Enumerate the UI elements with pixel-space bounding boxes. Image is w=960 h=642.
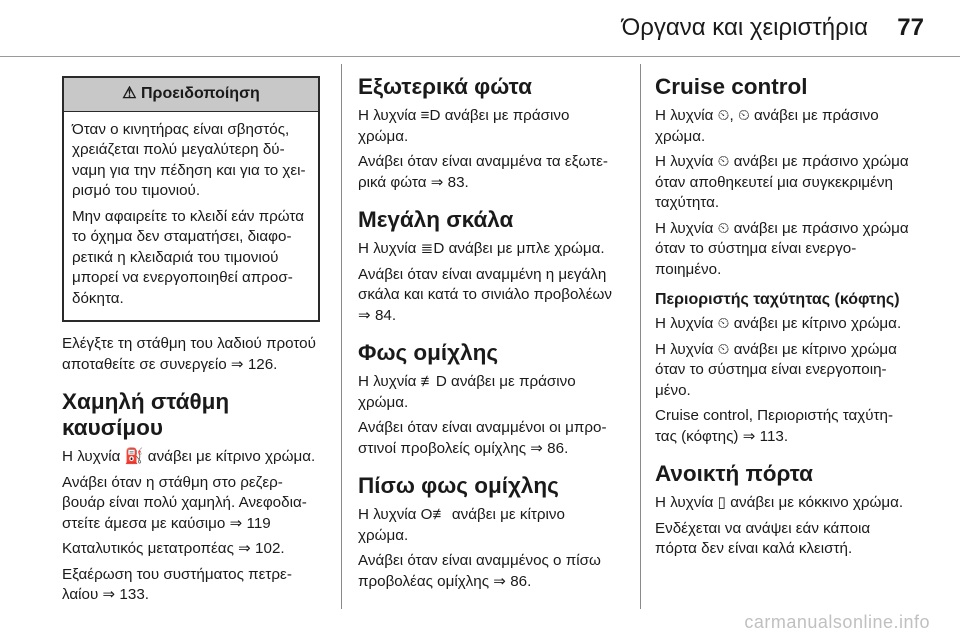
warning-text: Μην αφαιρείτε το κλειδί εάν πρώτα το όχημα δεν σταματήσει, διαφο- ρετικά η κλειδαριά του τιμονιού μπορεί να ενεργοποιηθεί απροσ- δόκητα. [72, 207, 304, 307]
paragraph: Η λυχνία ⛽ ανάβει με κίτρινο χρώμα. [62, 448, 316, 465]
warning-box [62, 76, 320, 322]
paragraph: Ανάβει όταν είναι αναμμένη η μεγάλη σκάλα και κατά το σινιάλο προβολέων ⇒ 84. [358, 265, 612, 324]
paragraph: Η λυχνία ▯ ανάβει με κόκκινο χρώμα. [655, 494, 904, 511]
header-divider [0, 56, 960, 57]
page-header-title: Όργανα και χειριστήρια [621, 14, 868, 41]
paragraph: Η λυχνία O≢ ανάβει με κίτρινο χρώμα. [358, 506, 565, 544]
section-heading-door-open: Ανοικτή πόρτα [655, 461, 814, 486]
section-heading-rear-fog: Πίσω φως ομίχλης [358, 473, 559, 498]
section-heading-exterior-lights: Εξωτερικά φώτα [358, 74, 532, 99]
paragraph: Η λυχνία ⏲, ⏲ ανάβει με πράσινο χρώμα. [655, 107, 879, 145]
warning-title: Προειδοποίηση [140, 85, 260, 102]
section-heading-fog-light: Φως ομίχλης [358, 340, 499, 365]
paragraph: Ενδέχεται να ανάψει εάν κάποια πόρτα δεν είναι καλά κλειστή. [655, 519, 871, 557]
paragraph: Ανάβει όταν είναι αναμμένα τα εξωτε- ρικά φώτα ⇒ 83. [358, 153, 608, 191]
column-divider [341, 64, 342, 609]
column-1 [62, 64, 320, 611]
section-heading-cruise-control: Cruise control [655, 74, 808, 99]
section-heading-speed-limiter: Περιοριστής ταχύτητας (κόφτης) [655, 291, 900, 308]
section-heading-fuel: Χαμηλή στάθμη καυσίμου [62, 389, 230, 440]
column-2 [358, 64, 616, 597]
paragraph: Cruise control, Περιοριστής ταχύτη- τας (κόφτης) ⇒ 113. [655, 407, 894, 445]
paragraph: Η λυχνία ⏲ ανάβει με πράσινο χρώμα όταν αποθηκευτεί μια συγκεκριμένη ταχύτητα. [655, 153, 909, 211]
page-number: 77 [897, 14, 924, 41]
oil-paragraph: Ελέγξτε τη στάθμη του λαδιού προτού αποταθείτε σε συνεργείο ⇒ 126. [62, 335, 316, 373]
section-heading-high-beam: Μεγάλη σκάλα [358, 207, 514, 232]
paragraph: Η λυχνία ≡D ανάβει με πράσινο χρώμα. [358, 107, 570, 145]
warning-text: Όταν ο κινητήρας είναι σβηστός, χρειάζεται πολύ μεγαλύτερη δύ- ναμη για την πέδηση και για το χει- ρισμό του τιμονιού. [72, 120, 306, 199]
paragraph: Ανάβει όταν η στάθμη στο ρεζερ- βουάρ είναι πολύ χαμηλή. Ανεφοδια- στείτε άμεσα με καύσιμο ⇒ 119 [62, 473, 307, 532]
warning-triangle-icon: ⚠ [122, 85, 137, 102]
paragraph: Ανάβει όταν είναι αναμμένοι οι μπρο- στινοί προβολείς ομίχλης ⇒ 86. [358, 419, 607, 457]
paragraph: Η λυχνία ⏲ ανάβει με κίτρινο χρώμα όταν το σύστημα είναι ενεργοποιη- μένο. [655, 340, 897, 399]
paragraph: Η λυχνία ⏲ ανάβει με κίτρινο χρώμα. [655, 315, 902, 332]
paragraph: Εξαέρωση του συστήματος πετρε- λαίου ⇒ 133. [62, 565, 292, 603]
paragraph: Η λυχνία ≣D ανάβει με μπλε χρώμα. [358, 240, 605, 257]
paragraph: Η λυχνία ⏲ ανάβει με πράσινο χρώμα όταν το σύστημα είναι ενεργο- ποιημένο. [655, 219, 909, 278]
watermark: carmanualsonline.info [744, 612, 930, 632]
paragraph: Καταλυτικός μετατροπέας ⇒ 102. [62, 540, 285, 557]
column-divider [640, 64, 641, 609]
paragraph: Η λυχνία ≢D ανάβει με πράσινο χρώμα. [358, 373, 576, 411]
warning-header [64, 78, 318, 112]
paragraph: Ανάβει όταν είναι αναμμένος ο πίσω προβολέας ομίχλης ⇒ 86. [358, 552, 601, 590]
column-3 [655, 64, 913, 565]
